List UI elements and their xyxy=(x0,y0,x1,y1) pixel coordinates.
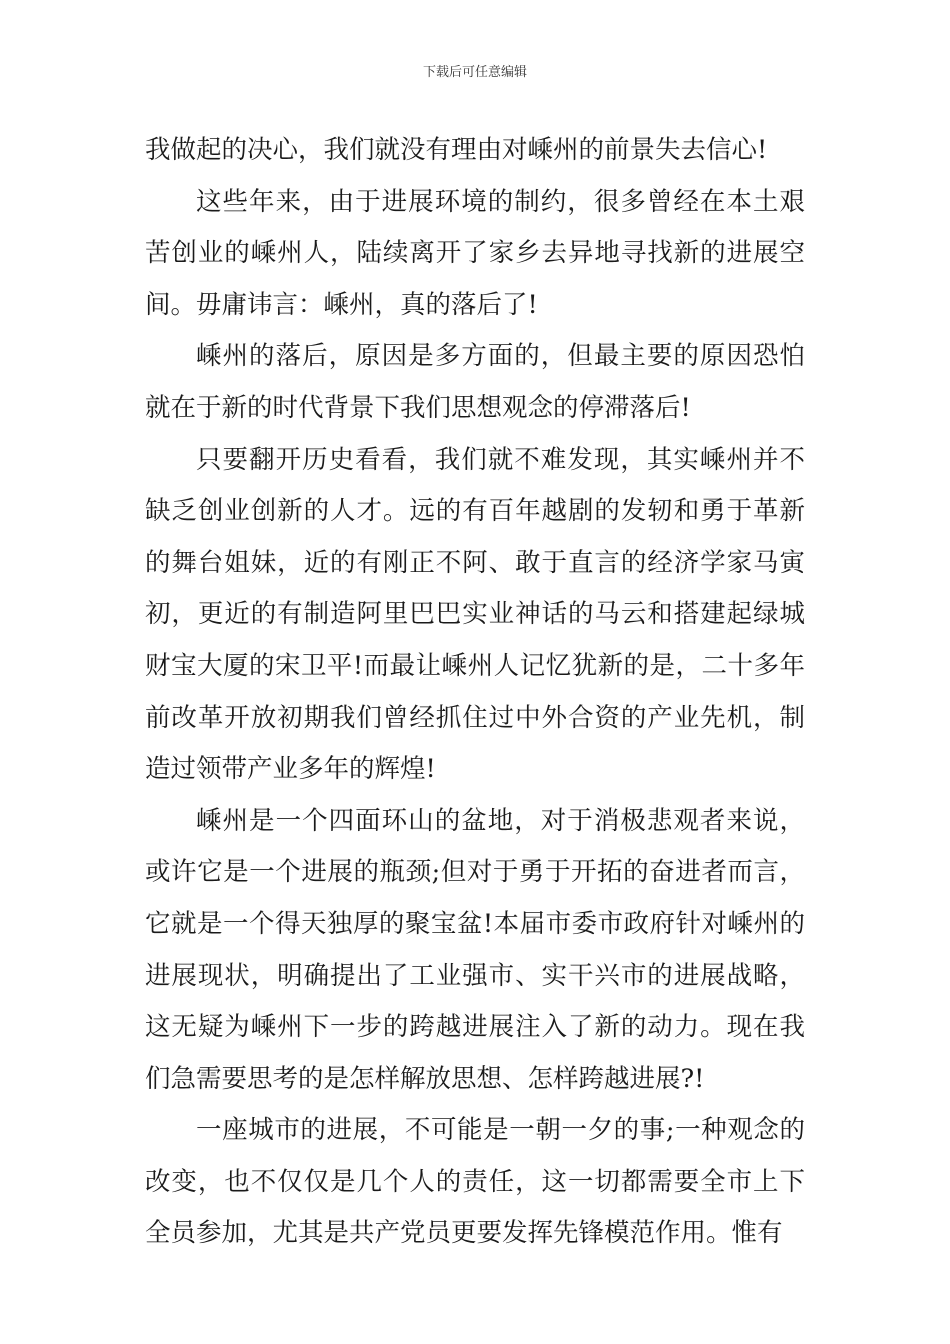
page-header: 下载后可任意编辑 xyxy=(422,65,527,80)
paragraph: 嵊州的落后，原因是多方面的，但最主要的原因恐怕就在于新的时代背景下我们思想观念的停滞落后! xyxy=(145,341,805,423)
paragraph: 嵊州是一个四面环山的盆地，对于消极悲观者来说，或许它是一个进展的瓶颈;但对于勇于开拓的奋进者而言，它就是一个得天独厚的聚宝盆!本届市委市政府针对嵊州的进展现状，明确提出了工业强市、实干兴市的进展战略，这无疑为嵊州下一步的跨越进展注入了新的动力。现在我们急需要思考的是怎样解放思想、怎样跨越进展?! xyxy=(145,805,805,1094)
paragraph: 只要翻开历史看看，我们就不难发现，其实嵊州并不缺乏创业创新的人才。远的有百年越剧的发轫和勇于革新的舞台姐妹，近的有刚正不阿、敢于直言的经济学家马寅初，更近的有制造阿里巴巴实业神话的马云和搭建起绿城财宝大厦的宋卫平!而最让嵊州人记忆犹新的是，二十多年前改革开放初期我们曾经抓住过中外合资的产业先机，制造过领带产业多年的辉煌! xyxy=(145,444,805,785)
paragraph-continued: 我做起的决心，我们就没有理由对嵊州的前景失去信心! xyxy=(145,135,768,165)
paragraph: 这些年来，由于进展环境的制约，很多曾经在本土艰苦创业的嵊州人，陆续离开了家乡去异地寻找新的进展空间。毋庸讳言：嵊州，真的落后了! xyxy=(145,186,805,320)
document-body xyxy=(145,125,805,1260)
paragraph: 一座城市的进展，不可能是一朝一夕的事;一种观念的改变，也不仅仅是几个人的责任，这一切都需要全市上下全员参加，尤其是共产党员更要发挥先锋模范作用。惟有 xyxy=(145,1115,805,1249)
